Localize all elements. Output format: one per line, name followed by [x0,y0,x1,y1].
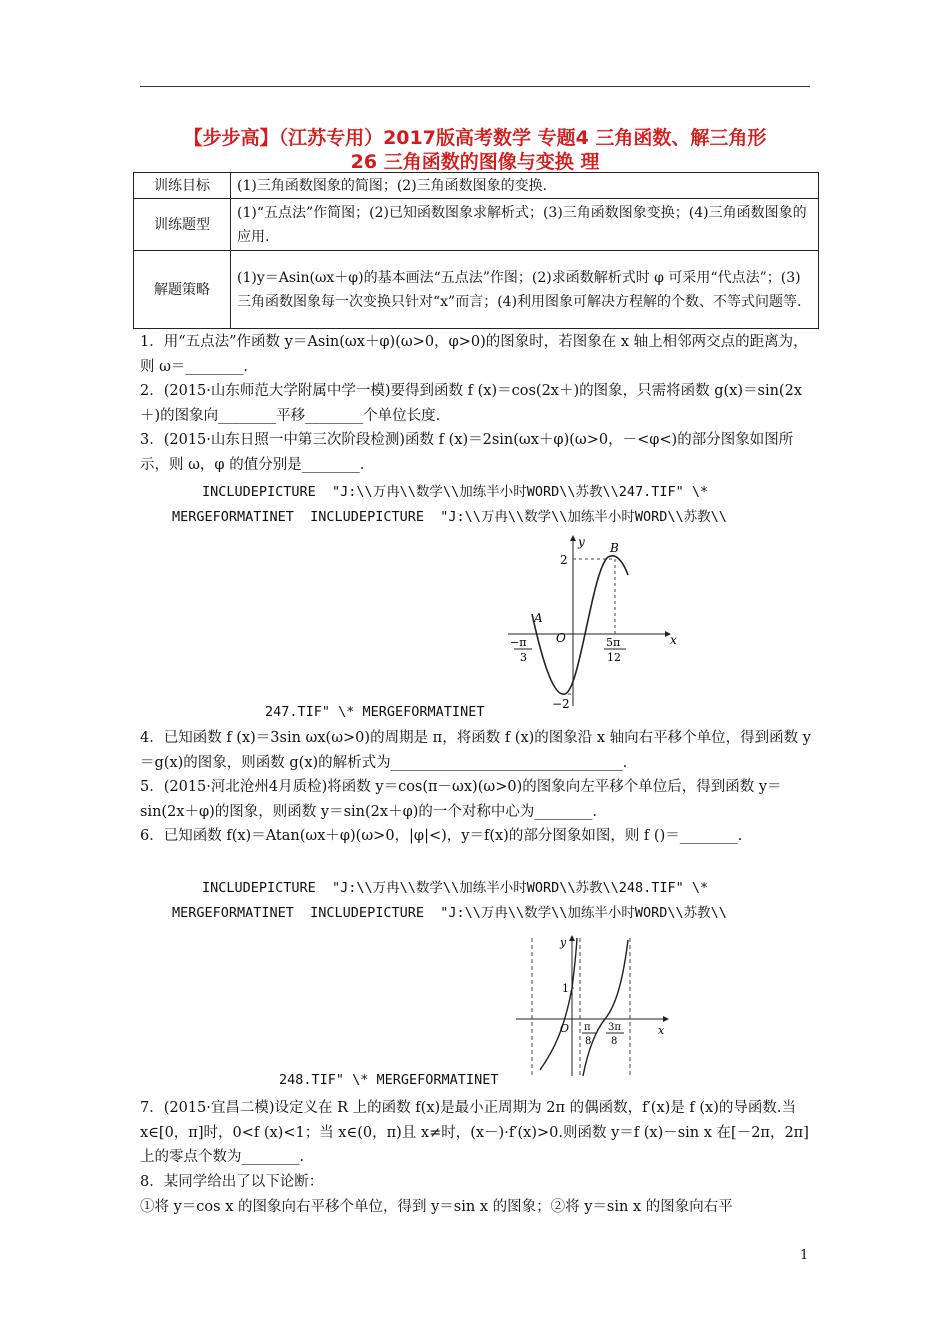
document-subtitle: 26 三角函数的图像与变换 理 [350,151,600,173]
y-axis-label: y [560,936,567,949]
table-row [134,173,819,199]
question-1: 1．用“五点法”作函数 y＝Asin(ωx＋φ)(ω>0，φ>0)的图象时，若图象在 x 轴上相邻两交点的距离为，则 ω＝________. [140,334,808,375]
origin-label: O [556,631,566,645]
include-field-2-line3: 248.TIF" \* MERGEFORMATINET [279,1072,499,1088]
x-axis-label: x [658,1024,665,1037]
question-8: 8．某同学给出了以下论断： [140,1174,324,1190]
table-row [134,251,819,329]
x-axis-label: x [670,633,677,647]
tick-label-2: 2 [560,553,568,567]
include-field-1-line3: 247.TIF" \* MERGEFORMATINET [265,704,485,720]
training-info-table [133,172,819,329]
tick-label-3pi-num: 3π [608,1022,621,1033]
row-label: 训练题型 [134,199,231,251]
question-3: 3．(2015·山东日照一中第三次阶段检测)函数 f (x)＝2sin(ωx＋φ)(ω>0，－<φ<)的部分图象如图所示，则 ω，φ 的值分别是________. [140,432,794,473]
tick-label-neg-pi-den: 3 [520,651,527,664]
tangent-graph-figure [510,930,680,1080]
row-label: 训练目标 [134,173,231,199]
table-row [134,199,819,251]
include-field-1-line2: MERGEFORMATINET INCLUDEPICTURE "J:\\万冉\\数学\\加练半小时WORD\\苏教\\ [172,509,727,525]
header-rule [140,86,810,87]
sine-graph-figure [500,530,690,715]
tick-label-neg-pi-num: −π [510,636,527,649]
origin-label: O [560,1022,570,1035]
tick-label-pi-den: 8 [585,1036,592,1047]
tangent-branch-1 [540,938,577,1070]
question-6: 6．已知函数 f(x)＝Atan(ωx＋φ)(ω>0，|φ|<)，y＝f(x)的部分图象如图，则 f ()＝________. [140,828,743,844]
y-axis-label: y [578,535,585,549]
point-label-b: B [610,541,619,555]
question-4: 4．已知函数 f (x)＝3sin ωx(ω>0)的周期是 π，将函数 f (x)的图象沿 x 轴向右平移个单位，得到函数 y＝g(x)的图象，则函数 g(x)的解析式为________________________________. [140,730,811,771]
question-8-statement: ①将 y＝cos x 的图象向右平移个单位，得到 y＝sin x 的图象；②将 y＝sin x 的图象向右平 [140,1199,733,1215]
row-content: (1)y＝Asin(ωx＋φ)的基本画法“五点法”作图；(2)求函数解析式时 φ 可采用“代点法”；(3)三角函数图象每一次变换只针对“x”而言；(4)利用图象可解决方程解的个数、不等式问题等. [231,251,819,329]
row-label: 解题策略 [134,251,231,329]
include-field-2-line2: MERGEFORMATINET INCLUDEPICTURE "J:\\万冉\\数学\\加练半小时WORD\\苏教\\ [172,905,727,921]
question-5: 5．(2015·河北沧州4月质检)将函数 y＝cos(π－ωx)(ω>0)的图象向左平移个单位后，得到函数 y＝sin(2x＋φ)的图象，则函数 y＝sin(2x＋φ)的一个对称中心为________. [140,779,782,820]
page-number: 1 [800,1248,809,1263]
tick-label-5pi-den: 12 [607,651,621,664]
question-2: 2．(2015·山东师范大学附属中学一模)要得到函数 f (x)＝cos(2x＋)的图象，只需将函数 g(x)＝sin(2x＋)的图象向________平移________个单位长度. [140,383,802,424]
tick-label-pi-num: π [584,1022,591,1033]
tick-label-neg2: −2 [552,697,570,711]
sine-curve [532,556,628,694]
include-field-2-line1: INCLUDEPICTURE "J:\\万冉\\数学\\加练半小时WORD\\苏教\\248.TIF" \* [202,880,709,896]
row-content: (1)“五点法”作简图；(2)已知函数图象求解析式；(3)三角函数图象变换；(4)三角函数图象的应用. [231,199,819,251]
tick-label-3pi-den: 8 [611,1036,618,1047]
point-label-a: A [534,611,543,625]
question-7: 7．(2015·宜昌二模)设定义在 R 上的函数 f(x)是最小正周期为 2π 的偶函数，f′(x)是 f (x)的导函数.当 x∈[0，π]时，0<f (x)<1；当 x∈(0，π)且 x≠时，(x－)·f′(x)>0.则函数 y＝f (x)－sin x 在[－2π，2π]上的零点个数为________. [140,1100,809,1165]
include-field-1-line1: INCLUDEPICTURE "J:\\万冉\\数学\\加练半小时WORD\\苏教\\247.TIF" \* [202,484,709,500]
tick-label-5pi-num: 5π [606,636,621,649]
row-content: (1)三角函数图象的简图；(2)三角函数图象的变换. [231,173,819,199]
tick-label-1: 1 [562,982,569,995]
tangent-branch-2 [583,940,628,1076]
document-title: 【步步高】（江苏专用）2017版高考数学 专题4 三角函数、解三角形 [183,127,767,149]
